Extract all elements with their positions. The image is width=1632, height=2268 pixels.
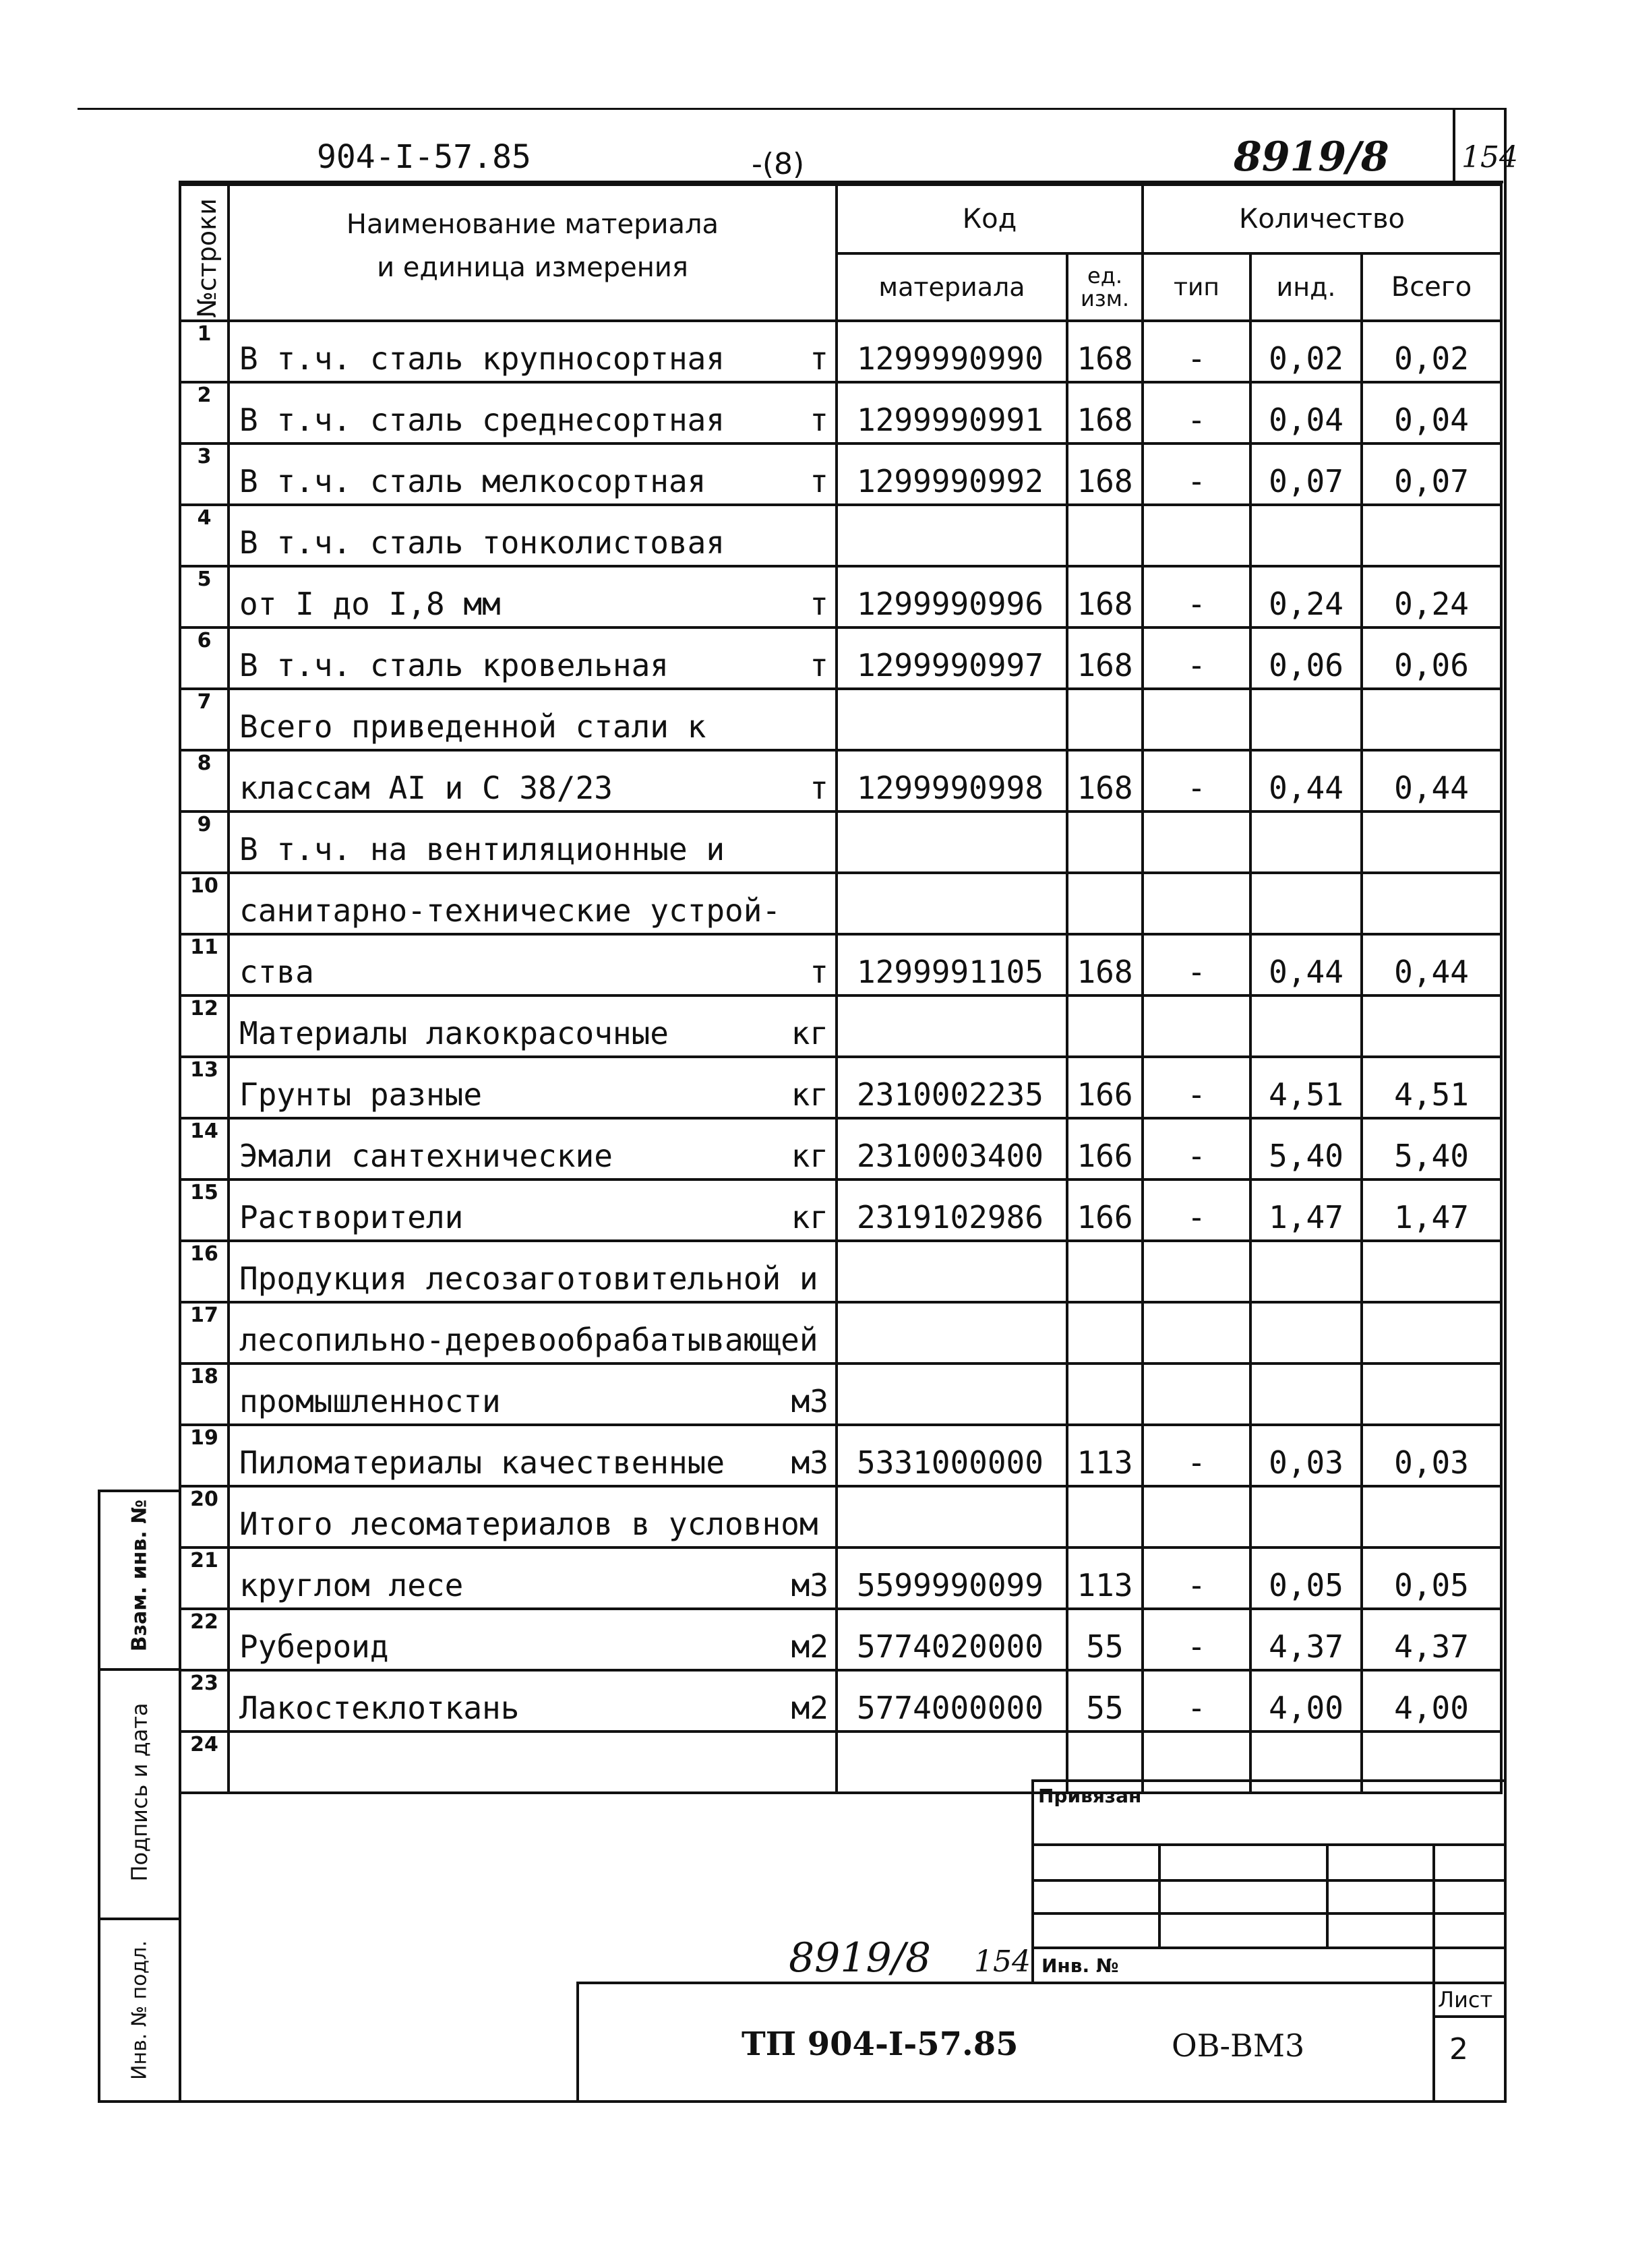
material-name	[229, 1425, 837, 1486]
material-name-text: Продукция лесозаготовительной и	[239, 1260, 818, 1297]
material-name	[229, 1486, 837, 1547]
qty-total: 5,40	[1362, 1118, 1501, 1179]
material-unit: т	[810, 586, 828, 622]
row-number: 15	[180, 1179, 229, 1241]
material-name	[229, 321, 837, 382]
header-code-group: Код	[837, 185, 1143, 253]
qty-type	[1143, 1302, 1250, 1363]
qty-total	[1362, 873, 1501, 934]
qty-individual: 5,40	[1250, 1118, 1362, 1179]
material-name-text: Эмали сантехнические	[239, 1138, 613, 1174]
unit-code: 168	[1067, 321, 1143, 382]
material-unit: кг	[791, 1076, 828, 1113]
qty-type: -	[1143, 321, 1250, 382]
sheet-label: Лист	[1438, 1987, 1493, 2013]
unit-code: 168	[1067, 627, 1143, 689]
qty-total	[1362, 995, 1501, 1057]
material-name-text: В т.ч. сталь кровельная	[239, 647, 669, 683]
qty-type: -	[1143, 1547, 1250, 1609]
qty-total: 4,00	[1362, 1670, 1501, 1731]
material-name-text: Итого лесоматериалов в условном	[239, 1506, 818, 1542]
material-code	[837, 811, 1067, 873]
stamp-archive-handwritten: 8919/8	[789, 1934, 932, 1982]
qty-individual: 4,51	[1250, 1057, 1362, 1118]
bound-label: Привязан	[1038, 1785, 1142, 1807]
material-unit: кг	[791, 1199, 828, 1235]
material-unit: м3	[791, 1383, 828, 1419]
header-quantity-group: Количество	[1143, 185, 1501, 253]
material-unit: т	[810, 402, 828, 438]
material-unit: т	[810, 340, 828, 377]
unit-code: 113	[1067, 1547, 1143, 1609]
material-name-text: В т.ч. сталь мелкосортная	[239, 463, 706, 499]
original-inventory-label: Инв. № подл.	[127, 1940, 152, 2080]
qty-type: -	[1143, 566, 1250, 627]
material-unit: кг	[791, 1138, 828, 1174]
material-name	[229, 627, 837, 689]
unit-code	[1067, 1486, 1143, 1547]
qty-type: -	[1143, 1425, 1250, 1486]
row-number: 18	[180, 1363, 229, 1425]
qty-individual	[1250, 1241, 1362, 1302]
material-name-text: ства	[239, 954, 314, 990]
material-name-text: круглом лесе	[239, 1567, 464, 1603]
material-unit: м2	[791, 1690, 828, 1726]
qty-total: 0,04	[1362, 382, 1501, 443]
table-row	[180, 750, 1501, 811]
qty-individual: 0,44	[1250, 934, 1362, 995]
row-number: 4	[180, 505, 229, 566]
doc-code: 904-I-57.85	[317, 138, 531, 176]
qty-type: -	[1143, 443, 1250, 505]
qty-type	[1143, 1241, 1250, 1302]
material-name	[229, 995, 837, 1057]
row-number: 9	[180, 811, 229, 873]
material-name	[229, 934, 837, 995]
table-row	[180, 505, 1501, 566]
qty-total: 0,44	[1362, 934, 1501, 995]
unit-code: 55	[1067, 1670, 1143, 1731]
qty-type: -	[1143, 934, 1250, 995]
material-code	[837, 1486, 1067, 1547]
material-name-text: Рубероид	[239, 1628, 389, 1665]
qty-individual: 0,02	[1250, 321, 1362, 382]
table-row	[180, 934, 1501, 995]
table-row	[180, 1547, 1501, 1609]
material-name	[229, 1179, 837, 1241]
sheet-mark: -(8)	[752, 147, 805, 181]
material-name-text: промышленности	[239, 1383, 501, 1419]
material-code: 5599990099	[837, 1547, 1067, 1609]
material-name-text: В т.ч. сталь крупносортная	[239, 340, 725, 377]
row-number: 8	[180, 750, 229, 811]
table-row	[180, 689, 1501, 750]
material-code: 1299990998	[837, 750, 1067, 811]
unit-code: 113	[1067, 1425, 1143, 1486]
table-row	[180, 1179, 1501, 1241]
unit-code: 168	[1067, 382, 1143, 443]
material-code	[837, 1302, 1067, 1363]
material-name-text: Всего приведенной стали к	[239, 708, 706, 745]
row-number: 14	[180, 1118, 229, 1179]
header-row-number: №строки	[180, 185, 229, 321]
material-name	[229, 1302, 837, 1363]
qty-individual: 4,00	[1250, 1670, 1362, 1731]
qty-total: 0,07	[1362, 443, 1501, 505]
header-code-material: материала	[837, 253, 1067, 321]
qty-type	[1143, 1486, 1250, 1547]
qty-total: 0,24	[1362, 566, 1501, 627]
doc-designation: ТП 904-I-57.85	[742, 2025, 1019, 2063]
material-code	[837, 1241, 1067, 1302]
material-code: 5774000000	[837, 1670, 1067, 1731]
material-code	[837, 1363, 1067, 1425]
material-name-text: В т.ч. сталь тонколистовая	[239, 524, 725, 561]
table-row	[180, 873, 1501, 934]
table-row	[180, 1363, 1501, 1425]
qty-individual: 0,24	[1250, 566, 1362, 627]
table-row	[180, 566, 1501, 627]
unit-code: 166	[1067, 1118, 1143, 1179]
material-unit: т	[810, 770, 828, 806]
material-code: 1299990992	[837, 443, 1067, 505]
qty-total	[1362, 1486, 1501, 1547]
signature-date-label: Подпись и дата	[127, 1703, 152, 1882]
qty-total: 4,51	[1362, 1057, 1501, 1118]
row-number: 3	[180, 443, 229, 505]
qty-individual: 0,44	[1250, 750, 1362, 811]
material-name-text: В т.ч. на вентиляционные и	[239, 831, 725, 867]
table-row	[180, 811, 1501, 873]
qty-total: 0,02	[1362, 321, 1501, 382]
qty-total	[1362, 505, 1501, 566]
material-name	[229, 689, 837, 750]
qty-individual	[1250, 1302, 1362, 1363]
unit-code: 55	[1067, 1609, 1143, 1670]
qty-type	[1143, 995, 1250, 1057]
unit-code: 168	[1067, 934, 1143, 995]
unit-code	[1067, 811, 1143, 873]
qty-individual: 0,07	[1250, 443, 1362, 505]
qty-individual: 4,37	[1250, 1609, 1362, 1670]
material-name-text: Грунты разные	[239, 1076, 483, 1113]
header-qty-ind: инд.	[1250, 253, 1362, 321]
stamp-inventory-label: Инв. №	[1041, 1955, 1119, 1977]
qty-total	[1362, 1302, 1501, 1363]
material-unit: м2	[791, 1628, 828, 1665]
material-name	[229, 1241, 837, 1302]
unit-code	[1067, 1731, 1143, 1793]
qty-individual: 1,47	[1250, 1179, 1362, 1241]
row-number: 2	[180, 382, 229, 443]
material-code	[837, 505, 1067, 566]
material-name	[229, 811, 837, 873]
unit-code	[1067, 689, 1143, 750]
table-row	[180, 1241, 1501, 1302]
material-code: 1299990996	[837, 566, 1067, 627]
sheet-number: 2	[1449, 2032, 1468, 2066]
unit-code: 168	[1067, 750, 1143, 811]
material-name-text: Пиломатериалы качественные	[239, 1444, 725, 1481]
unit-code	[1067, 505, 1143, 566]
qty-individual	[1250, 995, 1362, 1057]
qty-total	[1362, 811, 1501, 873]
material-code	[837, 689, 1067, 750]
qty-individual: 0,04	[1250, 382, 1362, 443]
material-name-text: В т.ч. сталь среднесортная	[239, 402, 725, 438]
row-number: 16	[180, 1241, 229, 1302]
material-code	[837, 995, 1067, 1057]
material-unit: м3	[791, 1444, 828, 1481]
row-number: 23	[180, 1670, 229, 1731]
header-code-unit: ед. изм.	[1067, 253, 1143, 321]
qty-total: 1,47	[1362, 1179, 1501, 1241]
qty-type	[1143, 873, 1250, 934]
header-qty-total: Всего	[1362, 253, 1501, 321]
material-name	[229, 382, 837, 443]
table-row	[180, 1118, 1501, 1179]
materials-table	[179, 183, 1503, 1794]
material-code	[837, 873, 1067, 934]
table-row	[180, 995, 1501, 1057]
qty-individual: 0,06	[1250, 627, 1362, 689]
material-name	[229, 1363, 837, 1425]
qty-individual: 0,05	[1250, 1547, 1362, 1609]
material-code: 2310002235	[837, 1057, 1067, 1118]
header-qty-type: тип	[1143, 253, 1250, 321]
qty-type	[1143, 1363, 1250, 1425]
row-number: 6	[180, 627, 229, 689]
table-row	[180, 1670, 1501, 1731]
row-number: 5	[180, 566, 229, 627]
qty-type	[1143, 505, 1250, 566]
material-code: 2319102986	[837, 1179, 1067, 1241]
row-number: 21	[180, 1547, 229, 1609]
doc-section: ОВ-ВМ3	[1172, 2027, 1305, 2064]
row-number: 12	[180, 995, 229, 1057]
unit-code	[1067, 1363, 1143, 1425]
qty-individual	[1250, 505, 1362, 566]
qty-total	[1362, 1363, 1501, 1425]
qty-type	[1143, 689, 1250, 750]
qty-total	[1362, 1731, 1501, 1793]
table-row	[180, 627, 1501, 689]
unit-code: 168	[1067, 566, 1143, 627]
stamp-page-handwritten: 154	[974, 1944, 1031, 1979]
qty-individual: 0,03	[1250, 1425, 1362, 1486]
replace-inventory-label: Взам. инв. №	[127, 1499, 152, 1652]
unit-code	[1067, 873, 1143, 934]
material-code: 1299990991	[837, 382, 1067, 443]
qty-total: 0,05	[1362, 1547, 1501, 1609]
qty-total: 0,03	[1362, 1425, 1501, 1486]
table-row	[180, 1486, 1501, 1547]
page-number: 154	[1461, 140, 1518, 175]
material-unit: кг	[791, 1015, 828, 1051]
material-name-text: лесопильно-деревообрабатывающей	[239, 1322, 818, 1358]
qty-type: -	[1143, 1179, 1250, 1241]
row-number: 10	[180, 873, 229, 934]
qty-type	[1143, 1731, 1250, 1793]
material-unit: м3	[791, 1567, 828, 1603]
qty-type: -	[1143, 1609, 1250, 1670]
qty-individual	[1250, 689, 1362, 750]
unit-code: 168	[1067, 443, 1143, 505]
material-name	[229, 1057, 837, 1118]
table-row	[180, 1302, 1501, 1363]
table-row	[180, 443, 1501, 505]
material-name-text: Лакостеклоткань	[239, 1690, 520, 1726]
material-unit: т	[810, 463, 828, 499]
material-name-text: классам AI и С 38/23	[239, 770, 613, 806]
material-code: 5331000000	[837, 1425, 1067, 1486]
qty-type	[1143, 811, 1250, 873]
qty-type: -	[1143, 750, 1250, 811]
qty-type: -	[1143, 382, 1250, 443]
row-number: 19	[180, 1425, 229, 1486]
table-row	[180, 1731, 1501, 1793]
row-number: 7	[180, 689, 229, 750]
row-number: 11	[180, 934, 229, 995]
table-row	[180, 382, 1501, 443]
qty-individual	[1250, 873, 1362, 934]
material-name	[229, 1670, 837, 1731]
qty-type: -	[1143, 627, 1250, 689]
material-code: 1299990997	[837, 627, 1067, 689]
row-number: 1	[180, 321, 229, 382]
qty-total: 0,06	[1362, 627, 1501, 689]
unit-code	[1067, 1302, 1143, 1363]
material-name-text: Материалы лакокрасочные	[239, 1015, 669, 1051]
material-name	[229, 505, 837, 566]
material-code: 1299991105	[837, 934, 1067, 995]
qty-type: -	[1143, 1670, 1250, 1731]
material-unit: т	[810, 647, 828, 683]
table-row	[180, 1609, 1501, 1670]
qty-individual	[1250, 1731, 1362, 1793]
table-row	[180, 1425, 1501, 1486]
qty-total: 0,44	[1362, 750, 1501, 811]
qty-type: -	[1143, 1057, 1250, 1118]
material-name	[229, 1547, 837, 1609]
qty-total: 4,37	[1362, 1609, 1501, 1670]
qty-individual	[1250, 811, 1362, 873]
table-row	[180, 1057, 1501, 1118]
material-unit: т	[810, 954, 828, 990]
table-row	[180, 321, 1501, 382]
material-name	[229, 1731, 837, 1793]
material-code: 1299990990	[837, 321, 1067, 382]
row-number: 24	[180, 1731, 229, 1793]
material-code: 5774020000	[837, 1609, 1067, 1670]
material-name-text: Растворители	[239, 1199, 464, 1235]
material-name	[229, 750, 837, 811]
unit-code: 166	[1067, 1057, 1143, 1118]
material-name	[229, 1609, 837, 1670]
material-name	[229, 443, 837, 505]
material-name	[229, 566, 837, 627]
header-material-name: Наименование материала и единица измерения	[229, 185, 837, 321]
material-name	[229, 1118, 837, 1179]
material-name-text: от I до I,8 мм	[239, 586, 501, 622]
archive-number: 8919/8	[1234, 133, 1389, 181]
unit-code: 166	[1067, 1179, 1143, 1241]
qty-type: -	[1143, 1118, 1250, 1179]
row-number: 17	[180, 1302, 229, 1363]
row-number: 13	[180, 1057, 229, 1118]
material-name-text: санитарно-технические устрой-	[239, 892, 781, 929]
qty-total	[1362, 689, 1501, 750]
qty-individual	[1250, 1363, 1362, 1425]
material-code: 2310003400	[837, 1118, 1067, 1179]
row-number: 22	[180, 1609, 229, 1670]
qty-individual	[1250, 1486, 1362, 1547]
unit-code	[1067, 995, 1143, 1057]
row-number: 20	[180, 1486, 229, 1547]
material-name	[229, 873, 837, 934]
unit-code	[1067, 1241, 1143, 1302]
qty-total	[1362, 1241, 1501, 1302]
